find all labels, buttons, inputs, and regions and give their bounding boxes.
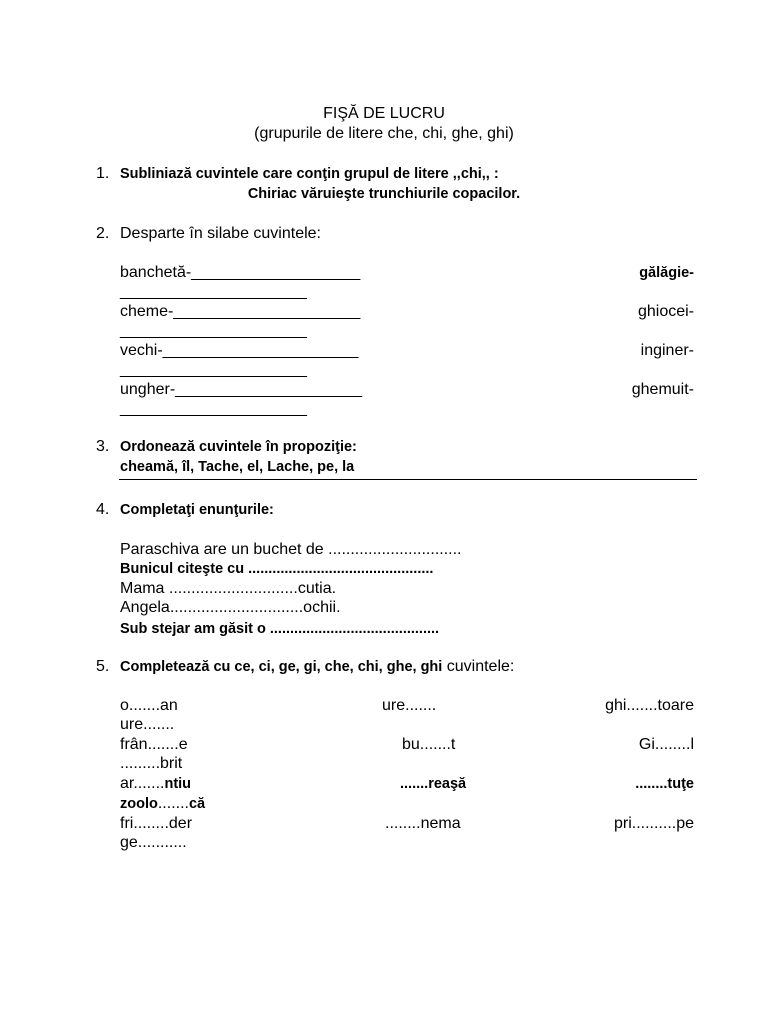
ex3-answer-line (119, 479, 697, 480)
ex2-row4-cont: _____________________ (120, 400, 307, 417)
ex5-row3-cont3: că (188, 796, 206, 812)
ex5-row3-cont1: zoolo (120, 796, 158, 812)
ex5-instruction-rest: cuvintele: (442, 658, 515, 675)
ex1-number: 1. (96, 165, 110, 182)
ex5-row3-b: .......reaşă (400, 776, 467, 792)
ex5-row3-cont2: ....... (157, 795, 189, 812)
ex2-instruction: Desparte în silabe cuvintele: (120, 225, 321, 242)
ex4-line4: Angela..............................ochii. (120, 599, 341, 616)
ex2-number: 2. (96, 225, 110, 242)
ex5-row3-a2: ntiu (164, 776, 192, 792)
ex4-line3: Mama .............................cutia. (120, 580, 337, 597)
ex2-row1-cont: _____________________ (120, 283, 307, 300)
ex5-row3-cont (120, 794, 205, 814)
ex5-row2-cont: .........brit (120, 755, 183, 772)
ex5-row3-a1: ar....... (120, 775, 165, 792)
ex5-row1-cont: ure....... (120, 716, 175, 733)
ex5-row4-cont: ge........... (120, 834, 187, 851)
ex5-row1-a: o.......an (120, 697, 178, 714)
ex2-row2-right: ghiocei- (637, 303, 694, 320)
ex2-row3-cont: _____________________ (120, 361, 307, 378)
ex2-row1-left (120, 263, 360, 282)
ex2-row2-left: cheme-_____________________ (120, 303, 361, 320)
ex4-number: 4. (96, 501, 110, 518)
ex4-line1: Paraschiva are un buchet de .............................. (120, 541, 462, 558)
page-title: FIŞĂ DE LUCRU (323, 105, 445, 122)
ex5-row1-c: ghi.......toare (605, 697, 694, 714)
ex5-row2-c: Gi........l (638, 736, 694, 753)
ex5-row4-a: fri........der (120, 815, 193, 832)
ex1-instruction: Subliniază cuvintele care conţin grupul de litere ,,chi,, : (120, 166, 499, 182)
ex2-row4-left: ungher-_____________________ (120, 381, 363, 398)
ex2-row1-right: gălăgie- (639, 265, 694, 281)
ex1-sentence: Chiriac văruieşte trunchiurile copacilor. (247, 186, 521, 202)
ex5-row4-b: ........nema (385, 815, 461, 832)
ex2-row1-left-rest: anchetă-___________________ (128, 264, 361, 281)
ex3-words: cheamă, îl, Tache, el, Lache, pe, la (120, 459, 355, 475)
ex5-row2-a: frân.......e (120, 736, 188, 753)
ex5-row1-b: ure....... (382, 697, 437, 714)
ex2-row1-left-b: b (120, 264, 129, 281)
ex4-line2: Bunicul citeşte cu .............................................. (120, 561, 434, 577)
ex5-instruction-bold: Completează cu ce, ci, ge, gi, che, chi, ghe, ghi (120, 659, 443, 675)
ex4-line5: Sub stejar am găsit o .......................................... (120, 621, 440, 637)
ex2-row4-right: ghemuit- (631, 381, 694, 398)
ex4-instruction: Completaţi enunţurile: (120, 502, 274, 518)
page-subtitle: (grupurile de litere che, chi, ghe, ghi) (254, 125, 514, 142)
ex5-number: 5. (96, 658, 110, 675)
ex5-row3-a (120, 774, 191, 794)
ex5-row2-b: bu.......t (402, 736, 456, 753)
ex2-row3-left: vechi-______________________ (120, 342, 359, 359)
ex2-row3-right: inginer- (640, 342, 694, 359)
ex2-row2-cont: _____________________ (120, 322, 307, 339)
ex3-instruction: Ordonează cuvintele în propoziţie: (120, 439, 357, 455)
ex5-instruction (120, 657, 514, 677)
ex5-row4-c: pri..........pe (613, 815, 694, 832)
ex3-number: 3. (96, 438, 110, 455)
ex5-row3-c: ........tuţe (635, 776, 694, 792)
